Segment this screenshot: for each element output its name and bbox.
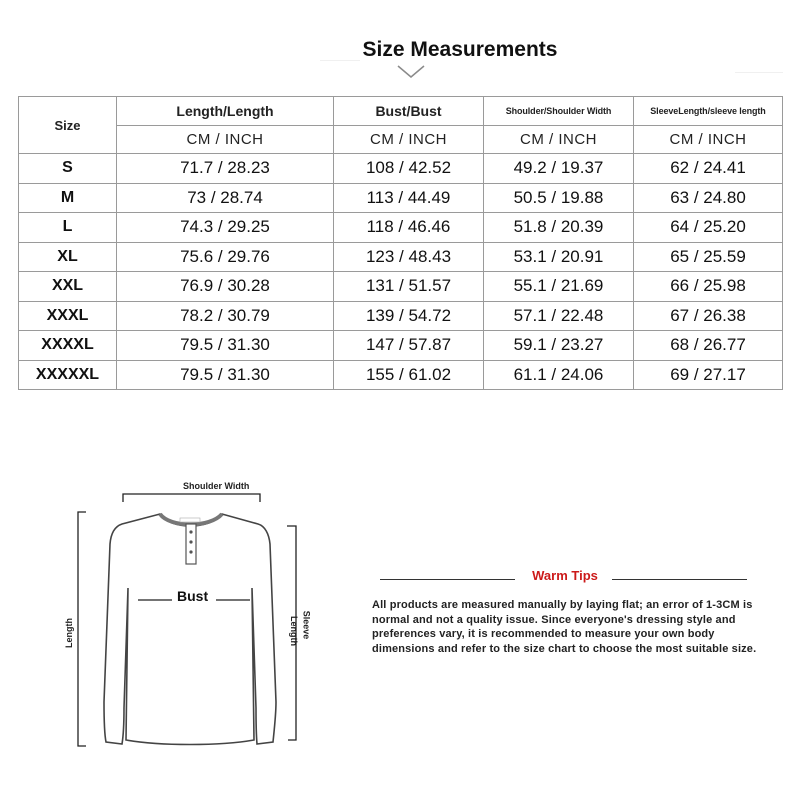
table-row — [19, 213, 783, 243]
size-cell: XXXXL — [19, 331, 117, 361]
measurement-cell: 65 / 25.59 — [634, 242, 783, 272]
measurement-cell: 78.2 / 30.79 — [117, 301, 334, 331]
measurement-cell: 61.1 / 24.06 — [484, 360, 634, 390]
unit-label: CM / INCH — [117, 126, 334, 154]
measurement-cell: 108 / 42.52 — [334, 154, 484, 184]
length-line — [78, 512, 86, 746]
measurement-cell: 155 / 61.02 — [334, 360, 484, 390]
size-table — [18, 96, 783, 390]
table-row — [19, 272, 783, 302]
measurement-cell: 75.6 / 29.76 — [117, 242, 334, 272]
size-column-header: Size — [19, 97, 117, 154]
measurement-cell: 66 / 25.98 — [634, 272, 783, 302]
measurement-cell: 113 / 44.49 — [334, 183, 484, 213]
bust-column-header: Bust/Bust — [334, 97, 484, 126]
sleeve-length-label: Length — [289, 616, 299, 646]
warm-tips-text: All products are measured manually by laying flat; an error of 1-3CM is normal and not a quality issue. Since everyone's dressing style and preferences vary, it is recommended to measure your own body dimensions and refer to the size chart to choose the most suitable size. — [372, 599, 757, 655]
measurement-cell: 67 / 26.38 — [634, 301, 783, 331]
measurement-cell: 50.5 / 19.88 — [484, 183, 634, 213]
unit-label: CM / INCH — [634, 126, 783, 154]
shoulder-width-line — [123, 494, 260, 502]
measurement-cell: 51.8 / 20.39 — [484, 213, 634, 243]
measurement-cell: 49.2 / 19.37 — [484, 154, 634, 184]
length-label: Length — [64, 618, 74, 648]
caret-down-icon — [396, 64, 426, 80]
measurement-cell: 118 / 46.46 — [334, 213, 484, 243]
size-cell: XXXL — [19, 301, 117, 331]
sleeve-column-header: SleeveLength/sleeve length — [634, 97, 783, 126]
table-row — [19, 154, 783, 184]
table-row — [19, 242, 783, 272]
measurement-cell: 79.5 / 31.30 — [117, 331, 334, 361]
shoulder-width-label: Shoulder Width — [183, 481, 250, 491]
table-row — [19, 301, 783, 331]
table-row — [19, 183, 783, 213]
size-cell: XXL — [19, 272, 117, 302]
warm-tips-title: Warm Tips — [532, 568, 598, 583]
size-cell: XXXXXL — [19, 360, 117, 390]
warm-tips-header — [380, 568, 750, 588]
size-cell: XL — [19, 242, 117, 272]
decorative-line — [735, 72, 783, 73]
measurement-cell: 53.1 / 20.91 — [484, 242, 634, 272]
measurement-cell: 68 / 26.77 — [634, 331, 783, 361]
bust-label: Bust — [177, 588, 209, 604]
placket — [186, 524, 196, 564]
table-row — [19, 360, 783, 390]
measurement-cell: 69 / 27.17 — [634, 360, 783, 390]
unit-label: CM / INCH — [484, 126, 634, 154]
measurement-cell: 123 / 48.43 — [334, 242, 484, 272]
measurement-cell: 59.1 / 23.27 — [484, 331, 634, 361]
shoulder-column-header: Shoulder/Shoulder Width — [484, 97, 634, 126]
decorative-line — [320, 60, 360, 61]
size-cell: S — [19, 154, 117, 184]
measurement-cell: 64 / 25.20 — [634, 213, 783, 243]
measurement-cell: 74.3 / 29.25 — [117, 213, 334, 243]
measurement-cell: 57.1 / 22.48 — [484, 301, 634, 331]
size-cell: M — [19, 183, 117, 213]
length-column-header: Length/Length — [117, 97, 334, 126]
measurement-cell: 62 / 24.41 — [634, 154, 783, 184]
measurement-cell: 63 / 24.80 — [634, 183, 783, 213]
measurement-cell: 55.1 / 21.69 — [484, 272, 634, 302]
measurement-cell: 131 / 51.57 — [334, 272, 484, 302]
page-title: Size Measurements — [362, 38, 558, 61]
measurement-cell: 76.9 / 30.28 — [117, 272, 334, 302]
unit-label: CM / INCH — [334, 126, 484, 154]
measurement-cell: 79.5 / 31.30 — [117, 360, 334, 390]
size-cell: L — [19, 213, 117, 243]
measurement-cell: 139 / 54.72 — [334, 301, 484, 331]
sleeve-label: Sleeve — [301, 610, 312, 640]
measurement-cell: 71.7 / 28.23 — [117, 154, 334, 184]
table-row — [19, 331, 783, 361]
measurement-cell: 73 / 28.74 — [117, 183, 334, 213]
measurement-cell: 147 / 57.87 — [334, 331, 484, 361]
